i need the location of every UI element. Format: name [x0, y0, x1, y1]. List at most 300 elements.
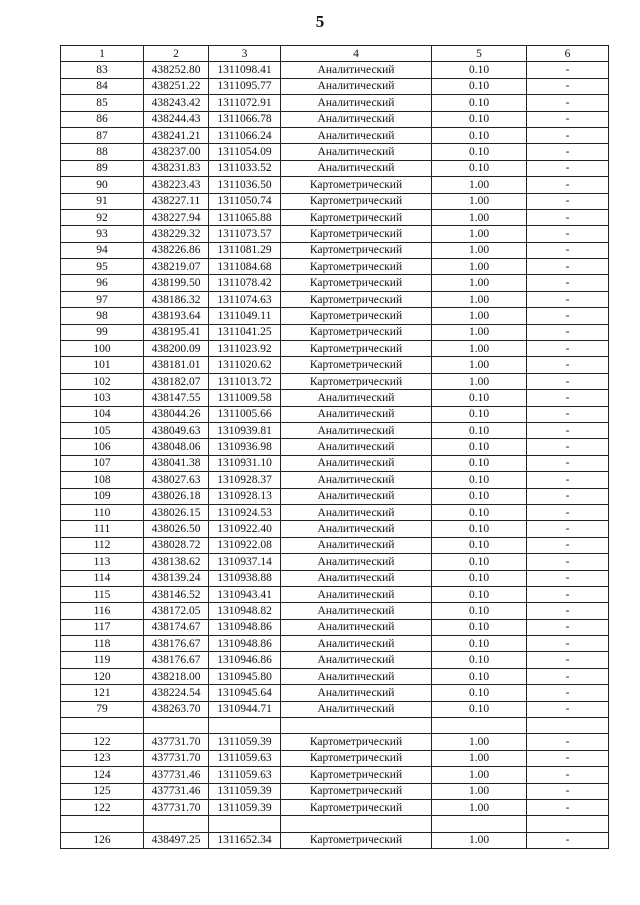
x-coordinate-cell: 438200.09	[144, 341, 209, 357]
method-cell: Картометрический	[281, 799, 432, 815]
column-header-4: 4	[281, 46, 432, 62]
method-cell: Аналитический	[281, 554, 432, 570]
method-cell: Аналитический	[281, 422, 432, 438]
method-cell	[281, 816, 432, 832]
accuracy-cell: 0.10	[432, 619, 527, 635]
method-cell: Аналитический	[281, 111, 432, 127]
x-coordinate-cell: 437731.70	[144, 750, 209, 766]
y-coordinate-cell: 1310928.37	[209, 472, 281, 488]
y-coordinate-cell: 1311095.77	[209, 78, 281, 94]
x-coordinate-cell	[144, 718, 209, 734]
point-number-cell	[61, 816, 144, 832]
y-coordinate-cell: 1311081.29	[209, 242, 281, 258]
point-number-cell: 104	[61, 406, 144, 422]
note-cell: -	[527, 701, 609, 717]
method-cell: Аналитический	[281, 62, 432, 78]
y-coordinate-cell: 1311050.74	[209, 193, 281, 209]
point-number-cell: 120	[61, 668, 144, 684]
x-coordinate-cell: 438026.15	[144, 504, 209, 520]
x-coordinate-cell: 437731.46	[144, 767, 209, 783]
method-cell: Картометрический	[281, 226, 432, 242]
y-coordinate-cell: 1310948.82	[209, 603, 281, 619]
note-cell	[527, 718, 609, 734]
note-cell: -	[527, 504, 609, 520]
table-row	[61, 160, 609, 176]
accuracy-cell: 0.10	[432, 62, 527, 78]
y-coordinate-cell: 1310944.71	[209, 701, 281, 717]
table-row	[61, 324, 609, 340]
method-cell: Аналитический	[281, 504, 432, 520]
note-cell: -	[527, 111, 609, 127]
x-coordinate-cell: 438223.43	[144, 177, 209, 193]
y-coordinate-cell	[209, 816, 281, 832]
note-cell: -	[527, 767, 609, 783]
note-cell: -	[527, 226, 609, 242]
accuracy-cell: 0.10	[432, 701, 527, 717]
method-cell: Аналитический	[281, 406, 432, 422]
method-cell: Картометрический	[281, 750, 432, 766]
point-number-cell: 118	[61, 636, 144, 652]
y-coordinate-cell: 1311078.42	[209, 275, 281, 291]
note-cell: -	[527, 62, 609, 78]
table-row	[61, 373, 609, 389]
x-coordinate-cell	[144, 816, 209, 832]
point-number-cell: 99	[61, 324, 144, 340]
method-cell: Аналитический	[281, 78, 432, 94]
x-coordinate-cell: 438049.63	[144, 422, 209, 438]
accuracy-cell: 0.10	[432, 160, 527, 176]
table-row	[61, 95, 609, 111]
note-cell: -	[527, 373, 609, 389]
point-number-cell: 116	[61, 603, 144, 619]
method-cell: Аналитический	[281, 439, 432, 455]
y-coordinate-cell: 1310943.41	[209, 586, 281, 602]
point-number-cell: 122	[61, 734, 144, 750]
y-coordinate-cell: 1311066.78	[209, 111, 281, 127]
note-cell: -	[527, 603, 609, 619]
x-coordinate-cell: 438497.25	[144, 832, 209, 848]
table-row	[61, 78, 609, 94]
note-cell: -	[527, 177, 609, 193]
x-coordinate-cell: 438224.54	[144, 685, 209, 701]
point-number-cell	[61, 718, 144, 734]
table-row	[61, 209, 609, 225]
y-coordinate-cell: 1310946.86	[209, 652, 281, 668]
accuracy-cell: 1.00	[432, 193, 527, 209]
table-body	[61, 62, 609, 849]
note-cell: -	[527, 291, 609, 307]
note-cell: -	[527, 783, 609, 799]
point-number-cell: 84	[61, 78, 144, 94]
point-number-cell: 98	[61, 308, 144, 324]
method-cell: Аналитический	[281, 455, 432, 471]
method-cell: Картометрический	[281, 373, 432, 389]
note-cell: -	[527, 586, 609, 602]
note-cell: -	[527, 652, 609, 668]
y-coordinate-cell: 1311023.92	[209, 341, 281, 357]
y-coordinate-cell: 1310939.81	[209, 422, 281, 438]
method-cell: Аналитический	[281, 472, 432, 488]
accuracy-cell: 0.10	[432, 521, 527, 537]
accuracy-cell: 1.00	[432, 357, 527, 373]
note-cell: -	[527, 455, 609, 471]
point-number-cell: 105	[61, 422, 144, 438]
table-row	[61, 291, 609, 307]
table-row	[61, 144, 609, 160]
x-coordinate-cell: 438147.55	[144, 390, 209, 406]
x-coordinate-cell: 438138.62	[144, 554, 209, 570]
method-cell: Картометрический	[281, 259, 432, 275]
y-coordinate-cell: 1311033.52	[209, 160, 281, 176]
table-row	[61, 636, 609, 652]
note-cell	[527, 816, 609, 832]
note-cell: -	[527, 259, 609, 275]
note-cell: -	[527, 685, 609, 701]
table-row	[61, 62, 609, 78]
table-row	[61, 390, 609, 406]
y-coordinate-cell: 1311072.91	[209, 95, 281, 111]
note-cell: -	[527, 95, 609, 111]
table-row	[61, 619, 609, 635]
note-cell: -	[527, 472, 609, 488]
y-coordinate-cell: 1310945.80	[209, 668, 281, 684]
table-row	[61, 554, 609, 570]
accuracy-cell: 0.10	[432, 603, 527, 619]
table-row	[61, 603, 609, 619]
table-header-row	[61, 46, 609, 62]
x-coordinate-cell: 438026.18	[144, 488, 209, 504]
x-coordinate-cell: 438041.38	[144, 455, 209, 471]
y-coordinate-cell: 1310948.86	[209, 636, 281, 652]
note-cell: -	[527, 78, 609, 94]
point-number-cell: 119	[61, 652, 144, 668]
accuracy-cell: 0.10	[432, 111, 527, 127]
method-cell: Аналитический	[281, 685, 432, 701]
accuracy-cell: 1.00	[432, 341, 527, 357]
note-cell: -	[527, 275, 609, 291]
note-cell: -	[527, 521, 609, 537]
accuracy-cell: 0.10	[432, 406, 527, 422]
table-row	[61, 439, 609, 455]
y-coordinate-cell: 1311049.11	[209, 308, 281, 324]
x-coordinate-cell: 438243.42	[144, 95, 209, 111]
table-row	[61, 127, 609, 143]
y-coordinate-cell: 1310945.64	[209, 685, 281, 701]
accuracy-cell: 0.10	[432, 144, 527, 160]
page-number: 5	[315, 12, 325, 31]
y-coordinate-cell: 1311074.63	[209, 291, 281, 307]
method-cell: Картометрический	[281, 177, 432, 193]
method-cell: Картометрический	[281, 308, 432, 324]
column-header-3: 3	[209, 46, 281, 62]
y-coordinate-cell: 1311054.09	[209, 144, 281, 160]
accuracy-cell: 0.10	[432, 95, 527, 111]
method-cell: Аналитический	[281, 390, 432, 406]
accuracy-cell: 1.00	[432, 324, 527, 340]
point-number-cell: 95	[61, 259, 144, 275]
y-coordinate-cell: 1311098.41	[209, 62, 281, 78]
x-coordinate-cell: 438182.07	[144, 373, 209, 389]
y-coordinate-cell: 1310931.10	[209, 455, 281, 471]
table-row	[61, 816, 609, 832]
x-coordinate-cell: 438231.83	[144, 160, 209, 176]
y-coordinate-cell: 1310948.86	[209, 619, 281, 635]
point-number-cell: 90	[61, 177, 144, 193]
accuracy-cell	[432, 718, 527, 734]
method-cell: Картометрический	[281, 357, 432, 373]
column-header-6: 6	[527, 46, 609, 62]
x-coordinate-cell: 438251.22	[144, 78, 209, 94]
method-cell: Аналитический	[281, 521, 432, 537]
table-row	[61, 193, 609, 209]
method-cell: Аналитический	[281, 95, 432, 111]
table-row	[61, 422, 609, 438]
method-cell: Аналитический	[281, 701, 432, 717]
y-coordinate-cell: 1310924.53	[209, 504, 281, 520]
method-cell: Картометрический	[281, 209, 432, 225]
method-cell: Аналитический	[281, 160, 432, 176]
x-coordinate-cell: 438229.32	[144, 226, 209, 242]
table-row	[61, 521, 609, 537]
accuracy-cell: 1.00	[432, 832, 527, 848]
accuracy-cell: 0.10	[432, 390, 527, 406]
method-cell: Картометрический	[281, 242, 432, 258]
y-coordinate-cell: 1311652.34	[209, 832, 281, 848]
accuracy-cell: 0.10	[432, 652, 527, 668]
x-coordinate-cell: 438181.01	[144, 357, 209, 373]
x-coordinate-cell: 438193.64	[144, 308, 209, 324]
table-row	[61, 455, 609, 471]
accuracy-cell: 0.10	[432, 439, 527, 455]
method-cell: Картометрический	[281, 275, 432, 291]
point-number-cell: 122	[61, 799, 144, 815]
point-number-cell: 124	[61, 767, 144, 783]
table-row	[61, 570, 609, 586]
x-coordinate-cell: 438199.50	[144, 275, 209, 291]
accuracy-cell: 0.10	[432, 472, 527, 488]
note-cell: -	[527, 570, 609, 586]
method-cell: Аналитический	[281, 144, 432, 160]
method-cell: Аналитический	[281, 668, 432, 684]
point-number-cell: 117	[61, 619, 144, 635]
point-number-cell: 101	[61, 357, 144, 373]
note-cell: -	[527, 832, 609, 848]
x-coordinate-cell: 437731.46	[144, 783, 209, 799]
accuracy-cell: 1.00	[432, 767, 527, 783]
table-row	[61, 832, 609, 848]
method-cell: Аналитический	[281, 488, 432, 504]
note-cell: -	[527, 160, 609, 176]
accuracy-cell: 1.00	[432, 750, 527, 766]
point-number-cell: 91	[61, 193, 144, 209]
note-cell: -	[527, 439, 609, 455]
method-cell	[281, 718, 432, 734]
note-cell: -	[527, 734, 609, 750]
point-number-cell: 87	[61, 127, 144, 143]
x-coordinate-cell: 438219.07	[144, 259, 209, 275]
table-row	[61, 537, 609, 553]
method-cell: Аналитический	[281, 537, 432, 553]
x-coordinate-cell: 438176.67	[144, 652, 209, 668]
table-row	[61, 341, 609, 357]
column-header-2: 2	[144, 46, 209, 62]
x-coordinate-cell: 438146.52	[144, 586, 209, 602]
y-coordinate-cell: 1311059.39	[209, 799, 281, 815]
x-coordinate-cell: 438252.80	[144, 62, 209, 78]
accuracy-cell: 1.00	[432, 242, 527, 258]
table-row	[61, 668, 609, 684]
note-cell: -	[527, 324, 609, 340]
method-cell: Картометрический	[281, 324, 432, 340]
x-coordinate-cell: 438048.06	[144, 439, 209, 455]
accuracy-cell: 0.10	[432, 455, 527, 471]
point-number-cell: 115	[61, 586, 144, 602]
point-number-cell: 109	[61, 488, 144, 504]
method-cell: Аналитический	[281, 127, 432, 143]
point-number-cell: 106	[61, 439, 144, 455]
table-row	[61, 308, 609, 324]
y-coordinate-cell: 1311059.63	[209, 750, 281, 766]
table-row	[61, 767, 609, 783]
x-coordinate-cell: 438026.50	[144, 521, 209, 537]
point-number-cell: 96	[61, 275, 144, 291]
y-coordinate-cell: 1311005.66	[209, 406, 281, 422]
table-row	[61, 275, 609, 291]
table-row	[61, 685, 609, 701]
x-coordinate-cell: 438195.41	[144, 324, 209, 340]
point-number-cell: 86	[61, 111, 144, 127]
accuracy-cell	[432, 816, 527, 832]
note-cell: -	[527, 390, 609, 406]
x-coordinate-cell: 438027.63	[144, 472, 209, 488]
table-row	[61, 504, 609, 520]
point-number-cell: 88	[61, 144, 144, 160]
accuracy-cell: 0.10	[432, 668, 527, 684]
x-coordinate-cell: 438218.00	[144, 668, 209, 684]
accuracy-cell: 1.00	[432, 259, 527, 275]
y-coordinate-cell: 1311036.50	[209, 177, 281, 193]
x-coordinate-cell: 438176.67	[144, 636, 209, 652]
note-cell: -	[527, 127, 609, 143]
accuracy-cell: 0.10	[432, 422, 527, 438]
x-coordinate-cell: 438044.26	[144, 406, 209, 422]
table-row	[61, 111, 609, 127]
note-cell: -	[527, 144, 609, 160]
table-row	[61, 701, 609, 717]
y-coordinate-cell: 1310922.08	[209, 537, 281, 553]
x-coordinate-cell: 438263.70	[144, 701, 209, 717]
point-number-cell: 93	[61, 226, 144, 242]
method-cell: Аналитический	[281, 636, 432, 652]
method-cell: Аналитический	[281, 586, 432, 602]
method-cell: Картометрический	[281, 832, 432, 848]
point-number-cell: 92	[61, 209, 144, 225]
y-coordinate-cell: 1311065.88	[209, 209, 281, 225]
method-cell: Картометрический	[281, 341, 432, 357]
point-number-cell: 102	[61, 373, 144, 389]
y-coordinate-cell: 1310936.98	[209, 439, 281, 455]
y-coordinate-cell: 1311066.24	[209, 127, 281, 143]
x-coordinate-cell: 438139.24	[144, 570, 209, 586]
point-number-cell: 89	[61, 160, 144, 176]
accuracy-cell: 0.10	[432, 504, 527, 520]
y-coordinate-cell: 1311059.39	[209, 734, 281, 750]
x-coordinate-cell: 438186.32	[144, 291, 209, 307]
note-cell: -	[527, 799, 609, 815]
table-row	[61, 652, 609, 668]
method-cell: Аналитический	[281, 570, 432, 586]
y-coordinate-cell	[209, 718, 281, 734]
table-row	[61, 357, 609, 373]
y-coordinate-cell: 1311084.68	[209, 259, 281, 275]
table-row	[61, 734, 609, 750]
table-row	[61, 406, 609, 422]
x-coordinate-cell: 438227.11	[144, 193, 209, 209]
point-number-cell: 113	[61, 554, 144, 570]
note-cell: -	[527, 554, 609, 570]
note-cell: -	[527, 308, 609, 324]
table-row	[61, 783, 609, 799]
x-coordinate-cell: 438244.43	[144, 111, 209, 127]
table-row	[61, 226, 609, 242]
note-cell: -	[527, 488, 609, 504]
note-cell: -	[527, 341, 609, 357]
x-coordinate-cell: 438227.94	[144, 209, 209, 225]
point-number-cell: 108	[61, 472, 144, 488]
table-row	[61, 718, 609, 734]
x-coordinate-cell: 438237.00	[144, 144, 209, 160]
y-coordinate-cell: 1310937.14	[209, 554, 281, 570]
x-coordinate-cell: 437731.70	[144, 734, 209, 750]
accuracy-cell: 1.00	[432, 373, 527, 389]
x-coordinate-cell: 438174.67	[144, 619, 209, 635]
table-row	[61, 799, 609, 815]
point-number-cell: 97	[61, 291, 144, 307]
method-cell: Аналитический	[281, 619, 432, 635]
accuracy-cell: 1.00	[432, 799, 527, 815]
accuracy-cell: 1.00	[432, 226, 527, 242]
note-cell: -	[527, 750, 609, 766]
point-number-cell: 100	[61, 341, 144, 357]
note-cell: -	[527, 242, 609, 258]
point-number-cell: 112	[61, 537, 144, 553]
table-row	[61, 488, 609, 504]
y-coordinate-cell: 1310922.40	[209, 521, 281, 537]
point-number-cell: 111	[61, 521, 144, 537]
method-cell: Аналитический	[281, 652, 432, 668]
note-cell: -	[527, 619, 609, 635]
x-coordinate-cell: 438028.72	[144, 537, 209, 553]
x-coordinate-cell: 438172.05	[144, 603, 209, 619]
y-coordinate-cell: 1310938.88	[209, 570, 281, 586]
method-cell: Картометрический	[281, 291, 432, 307]
note-cell: -	[527, 668, 609, 684]
y-coordinate-cell: 1310928.13	[209, 488, 281, 504]
point-number-cell: 114	[61, 570, 144, 586]
point-number-cell: 123	[61, 750, 144, 766]
point-number-cell: 79	[61, 701, 144, 717]
x-coordinate-cell: 438226.86	[144, 242, 209, 258]
note-cell: -	[527, 636, 609, 652]
accuracy-cell: 1.00	[432, 209, 527, 225]
y-coordinate-cell: 1311009.58	[209, 390, 281, 406]
column-header-5: 5	[432, 46, 527, 62]
table-row	[61, 259, 609, 275]
accuracy-cell: 0.10	[432, 537, 527, 553]
method-cell: Картометрический	[281, 193, 432, 209]
table-row	[61, 242, 609, 258]
y-coordinate-cell: 1311059.63	[209, 767, 281, 783]
